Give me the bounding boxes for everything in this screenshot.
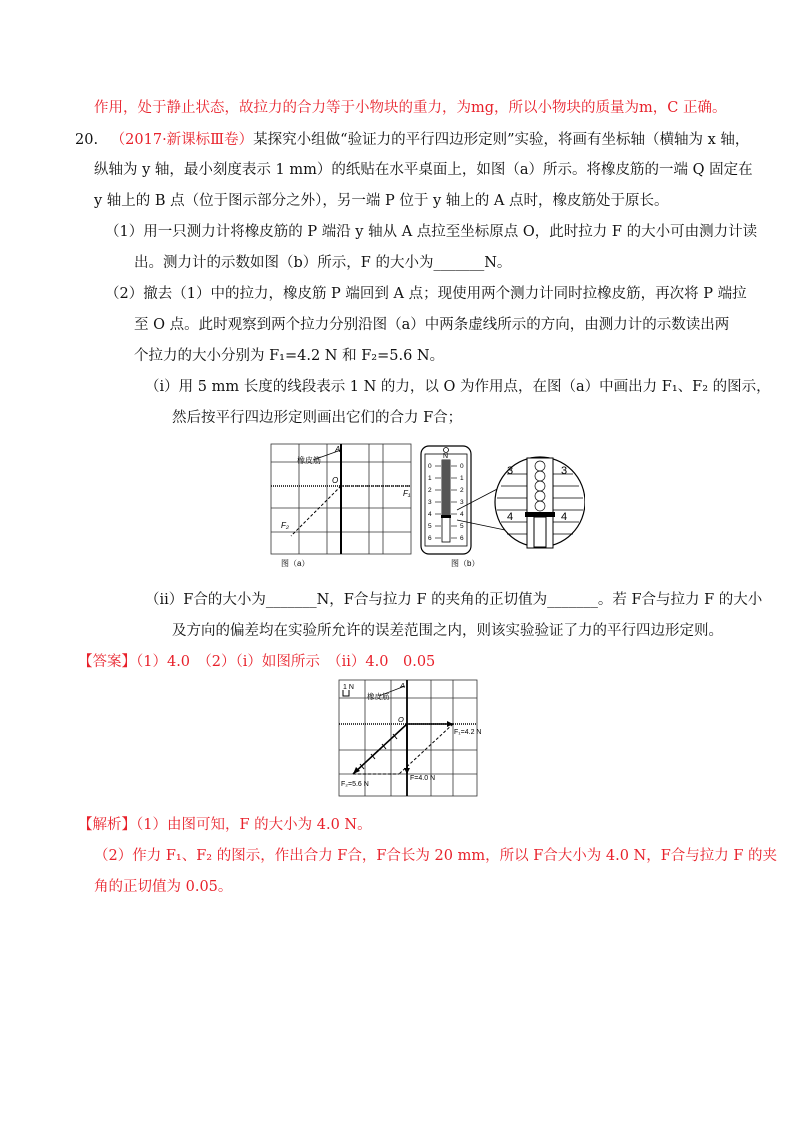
figure-b-tick-label: 0 [460,463,464,470]
figure-b-tick-label: 0 [428,463,432,470]
answer-f-label: F=4.0 N [410,775,436,782]
figure-a-point-a: A [335,445,341,454]
prev-analysis-end: 作用，处于静止状态，故拉力的合力等于小物块的重力，为mg，所以小物块的质量为m，C 正确。 [94,100,727,116]
answer-f2-label: F₂=5.6 N [341,781,369,788]
question-part2-ii-a: （ii）F合的大小为_______N，F合与拉力 F 的夹角的正切值为_______。若 F合与拉力 F 的大小 [145,592,763,608]
analysis-line [78,815,372,835]
question-number: 20. [75,132,99,148]
answer-rubber-label: 橡皮筋 [367,692,390,701]
question-part1-b: 出。测力计的示数如图（b）所示，F 的大小为_______N。 [134,255,512,271]
question-text-3: y 轴上的 B 点（位于图示部分之外），另一端 P 位于 y 轴上的 A 点时，橡皮筋处于原长。 [94,193,669,209]
figure-b-tick-label: 6 [428,535,432,542]
figure-b-zoom-4-right: 4 [561,511,568,523]
analysis-line-3: 角的正切值为 0.05。 [94,879,233,895]
analysis-line-2: （2）作力 F₁、F₂ 的图示，作出合力 F合，F合长为 20 mm，所以 F合大小为 4.0 N，F合与拉力 F 的夹 [94,848,778,864]
answer-origin: O [398,715,404,724]
question-part2-i-b: 然后按平行四边形定则画出它们的合力 F合； [172,410,463,426]
figure-a-origin: O [332,476,339,485]
question-text-1: 某探究小组做“验证力的平行四边形定则”实验，将画有坐标轴（横轴为 x 轴， [253,132,750,148]
figure-b-zoom-3-right: 3 [561,465,568,477]
answer-text: （1）4.0 （2）（i）如图所示 （ii）4.0 0.05 [136,654,436,670]
figure-b-tick-label: 1 [428,475,432,482]
answer-figure [335,678,481,800]
figure-b-zoom-4-left: 4 [507,511,514,523]
question-part2-c: 个拉力的大小分别为 F₁=4.2 N 和 F₂=5.6 N。 [134,348,445,364]
question-source: （2017·新课标Ⅲ卷） [110,132,254,148]
answer-line [78,652,435,672]
question-part2-a: （2）撤去（1）中的拉力，橡皮筋 P 端回到 A 点；现使用两个测力计同时拉橡皮筋，再次将 P 端拉 [105,286,747,302]
figure-b-unit: N [443,453,449,460]
figure-b-tick-label: 4 [460,511,464,518]
figure-b-tick-label: 5 [428,523,432,530]
figure-b-tick-label: 4 [428,511,432,518]
question-part2-b: 至 O 点。此时观察到两个拉力分别沿图（a）中两条虚线所示的方向，由测力计的示数读出两 [134,317,730,333]
figure-b-tick-label: 2 [428,487,432,494]
figure-b-tick-label: 3 [460,499,464,506]
figure-b-zoom-3-left: 3 [507,465,514,477]
answer-f1-label: F₁=4.2 N [454,729,481,736]
analysis-text: （1）由图可知，F 的大小为 4.0 N。 [136,817,372,833]
question-20-line1 [75,130,749,150]
answer-tag: 【答案】 [78,654,136,670]
figure-a-caption: 图（a） [281,559,310,568]
figure-a-rubber-label: 橡皮筋 [297,456,321,465]
analysis-tag: 【解析】 [78,817,136,833]
figure-b-tick-label: 5 [460,523,464,530]
figure-b [415,440,585,570]
question-text-2: 纵轴为 y 轴，最小刻度表示 1 mm）的纸贴在水平桌面上，如图（a）所示。将橡皮筋的一端 Q 固定在 [94,162,753,178]
figure-a-f2: F₂ [281,521,289,530]
figure-b-tick-label: 6 [460,535,464,542]
figure-b-tick-label: 2 [460,487,464,494]
figure-b-caption: 图（b） [451,559,480,568]
question-part2-i-a: （i）用 5 mm 长度的线段表示 1 N 的力，以 O 为作用点，在图（a）中画出力 F₁、F₂ 的图示， [145,379,771,395]
figure-a-f1: F₁ [403,489,411,498]
figure-a [265,440,417,570]
question-part1-a: （1）用一只测力计将橡皮筋的 P 端沿 y 轴从 A 点拉至坐标原点 O，此时拉力 F 的大小可由测力计读 [105,224,758,240]
figure-b-tick-label: 3 [428,499,432,506]
answer-point-a: A [400,681,406,690]
question-part2-ii-b: 及方向的偏差均在实验所允许的误差范围之内，则该实验验证了力的平行四边形定则。 [172,623,723,639]
answer-scale-label: 1 N [343,684,354,691]
figure-b-tick-label: 1 [460,475,464,482]
